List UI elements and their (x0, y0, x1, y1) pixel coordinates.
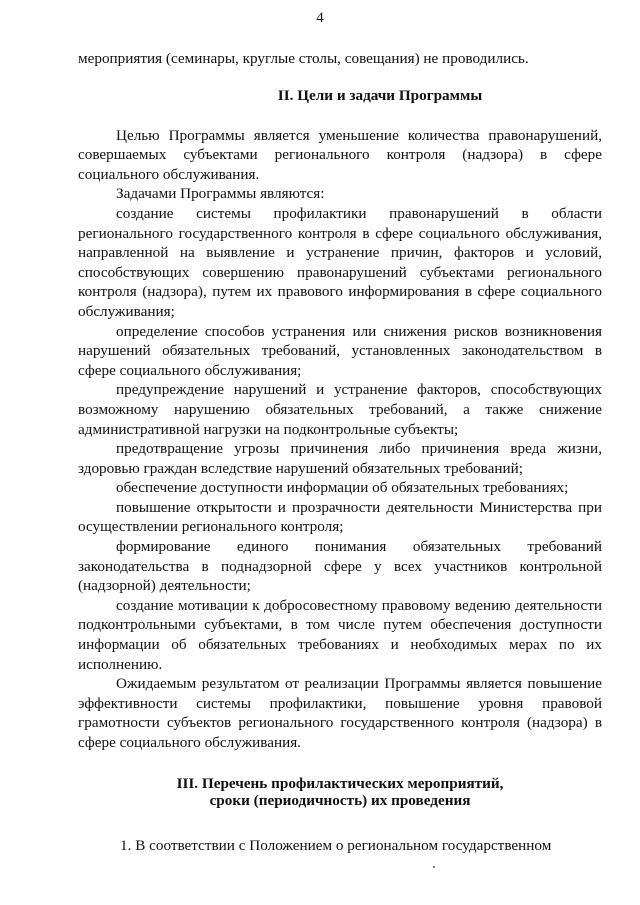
tasks-intro: Задачами Программы являются: (116, 185, 325, 203)
task-item: повышение открытости и прозрачности деятельности Министерства при осуществлении регионального контроля; (78, 498, 602, 536)
section-3-heading-line-1: III. Перечень профилактических мероприятий, (176, 774, 504, 792)
task-item: создание системы профилактики правонарушений в области регионального государственного контроля в сфере социального обслуживания, направленной на выявление и устранение причин, факторов и условий, способствующих совершению правонарушений субъектами регионального контроля (надзора), путем их правового информирования в сфере социального обслуживания; (78, 204, 602, 320)
task-item: обеспечение доступности информации об обязательных требованиях; (116, 479, 569, 497)
intro-line: мероприятия (семинары, круглые столы, совещания) не проводились. (78, 50, 529, 67)
task-item: предупреждение нарушений и устранение факторов, способствующих возможному нарушению обязательных требований, а также снижение административной нагрузки на подконтрольные субъекты; (78, 381, 602, 438)
task-item: предотвращение угрозы причинения либо причинения вреда жизни, здоровью граждан вследствие нарушений обязательных требований; (78, 440, 602, 477)
section-2-heading: II. Цели и задачи Программы (277, 86, 483, 104)
task-item: формирование единого понимания обязательных требований законодательства в поднадзорной сфере у всех участников контрольной (надзорной) деятельности; (78, 538, 602, 595)
goal-paragraph: Целью Программы является уменьшение количества правонарушений, совершаемых субъектами регионального контроля (надзора) в сфере социального обслуживания. (78, 126, 602, 183)
scan-speck (433, 866, 435, 868)
task-item: создание мотивации к добросовестному правовому ведению деятельности подконтрольными субъектами, в том числе путем обеспечения доступности информации об обязательных требованиях и необходимых мерах по их исполнению. (78, 596, 602, 673)
page-number: 4 (316, 10, 324, 26)
section-3-heading-line-2: сроки (периодичность) их проведения (209, 791, 471, 809)
expected-result-paragraph: Ожидаемым результатом от реализации Программы является повышение эффективности системы профилактики, повышение уровня правовой грамотности субъектов регионального государственного контроля (надзора) в сфере социального обслуживания. (78, 675, 602, 751)
section-3-item-1: 1. В соответствии с Положением о региональном государственном (120, 836, 552, 854)
document-body (78, 49, 602, 855)
section-3-heading (78, 775, 602, 809)
task-item: определение способов устранения или снижения рисков возникновения нарушений обязательных требований, установленных законодательством в сфере социального обслуживания; (78, 322, 602, 379)
